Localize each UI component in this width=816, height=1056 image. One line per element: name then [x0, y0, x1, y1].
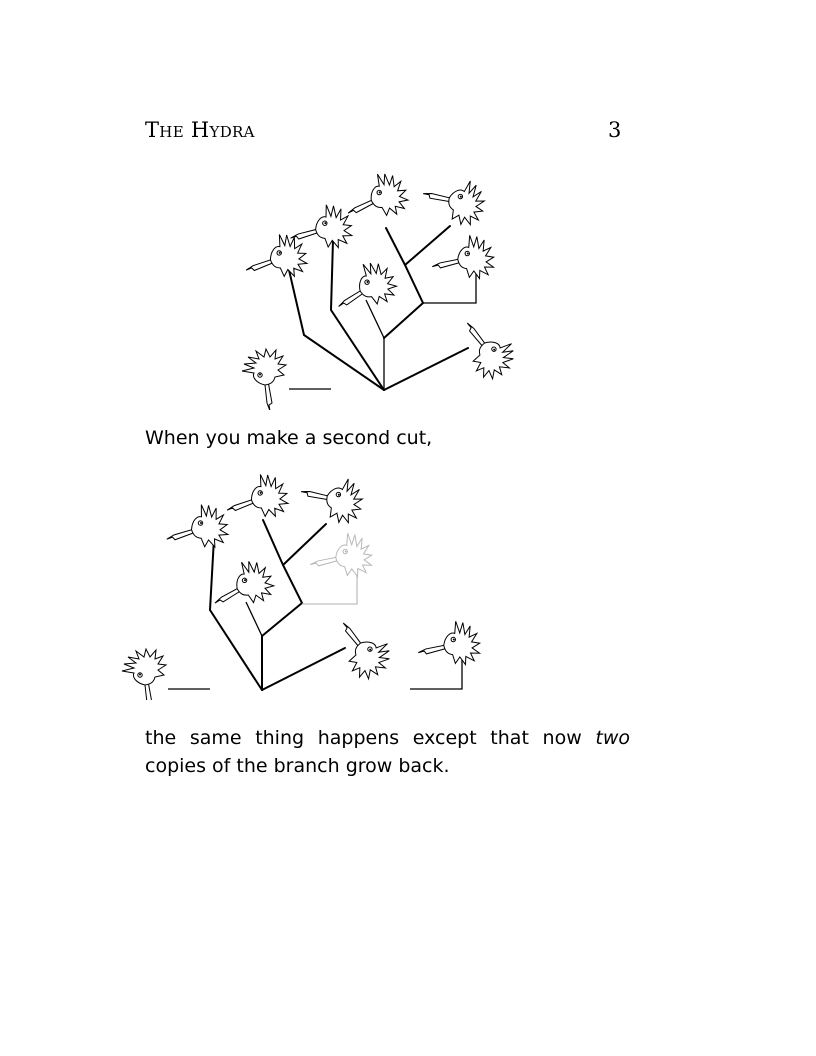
hydra-head-icon: [287, 202, 355, 254]
hydra-head-icon: [242, 349, 286, 410]
emphasis-two: two: [595, 727, 630, 749]
hydra-tree-diagram-2: [0, 470, 816, 700]
paragraph-text: copies of the branch grow back.: [145, 755, 450, 777]
hydra-head-icon: [329, 609, 398, 685]
hydra-tree-diagram-1: [0, 170, 816, 410]
stem: [331, 240, 384, 390]
stem: [405, 226, 450, 265]
hydra-figure-2: [0, 470, 816, 700]
hydra-head-icon: [327, 255, 402, 321]
hydra-head-icon: [453, 309, 522, 385]
stem: [262, 648, 345, 690]
paragraph-first-cut: When you make a second cut,: [145, 427, 433, 449]
stem: [410, 660, 462, 689]
stem: [384, 228, 423, 338]
running-title: The Hydra: [145, 118, 255, 142]
page-number: 3: [608, 118, 622, 142]
stem: [423, 270, 476, 303]
hydra-head-icon: [296, 470, 369, 528]
hydra-head-icon: [430, 233, 496, 282]
ghost-stem: [302, 570, 357, 604]
stem: [366, 300, 384, 338]
hydra-head-icon: [162, 501, 231, 555]
stem: [246, 602, 262, 636]
hydra-head-icon: [221, 470, 291, 526]
stem: [283, 524, 326, 565]
hydra-head-icon: [204, 554, 278, 618]
hydra-head-icon: [339, 170, 412, 228]
paragraph-two-copies: [145, 724, 630, 780]
paragraph-text: the same thing happens except that now: [145, 727, 596, 749]
hydra-figure-1: [0, 170, 816, 410]
stem: [210, 538, 262, 690]
hydra-head-icon: [416, 619, 482, 668]
stem: [384, 348, 468, 390]
hydra-head-icon: [122, 649, 166, 700]
hydra-head-icon: [418, 170, 491, 230]
ghost-hydra-head-icon: [308, 531, 374, 580]
